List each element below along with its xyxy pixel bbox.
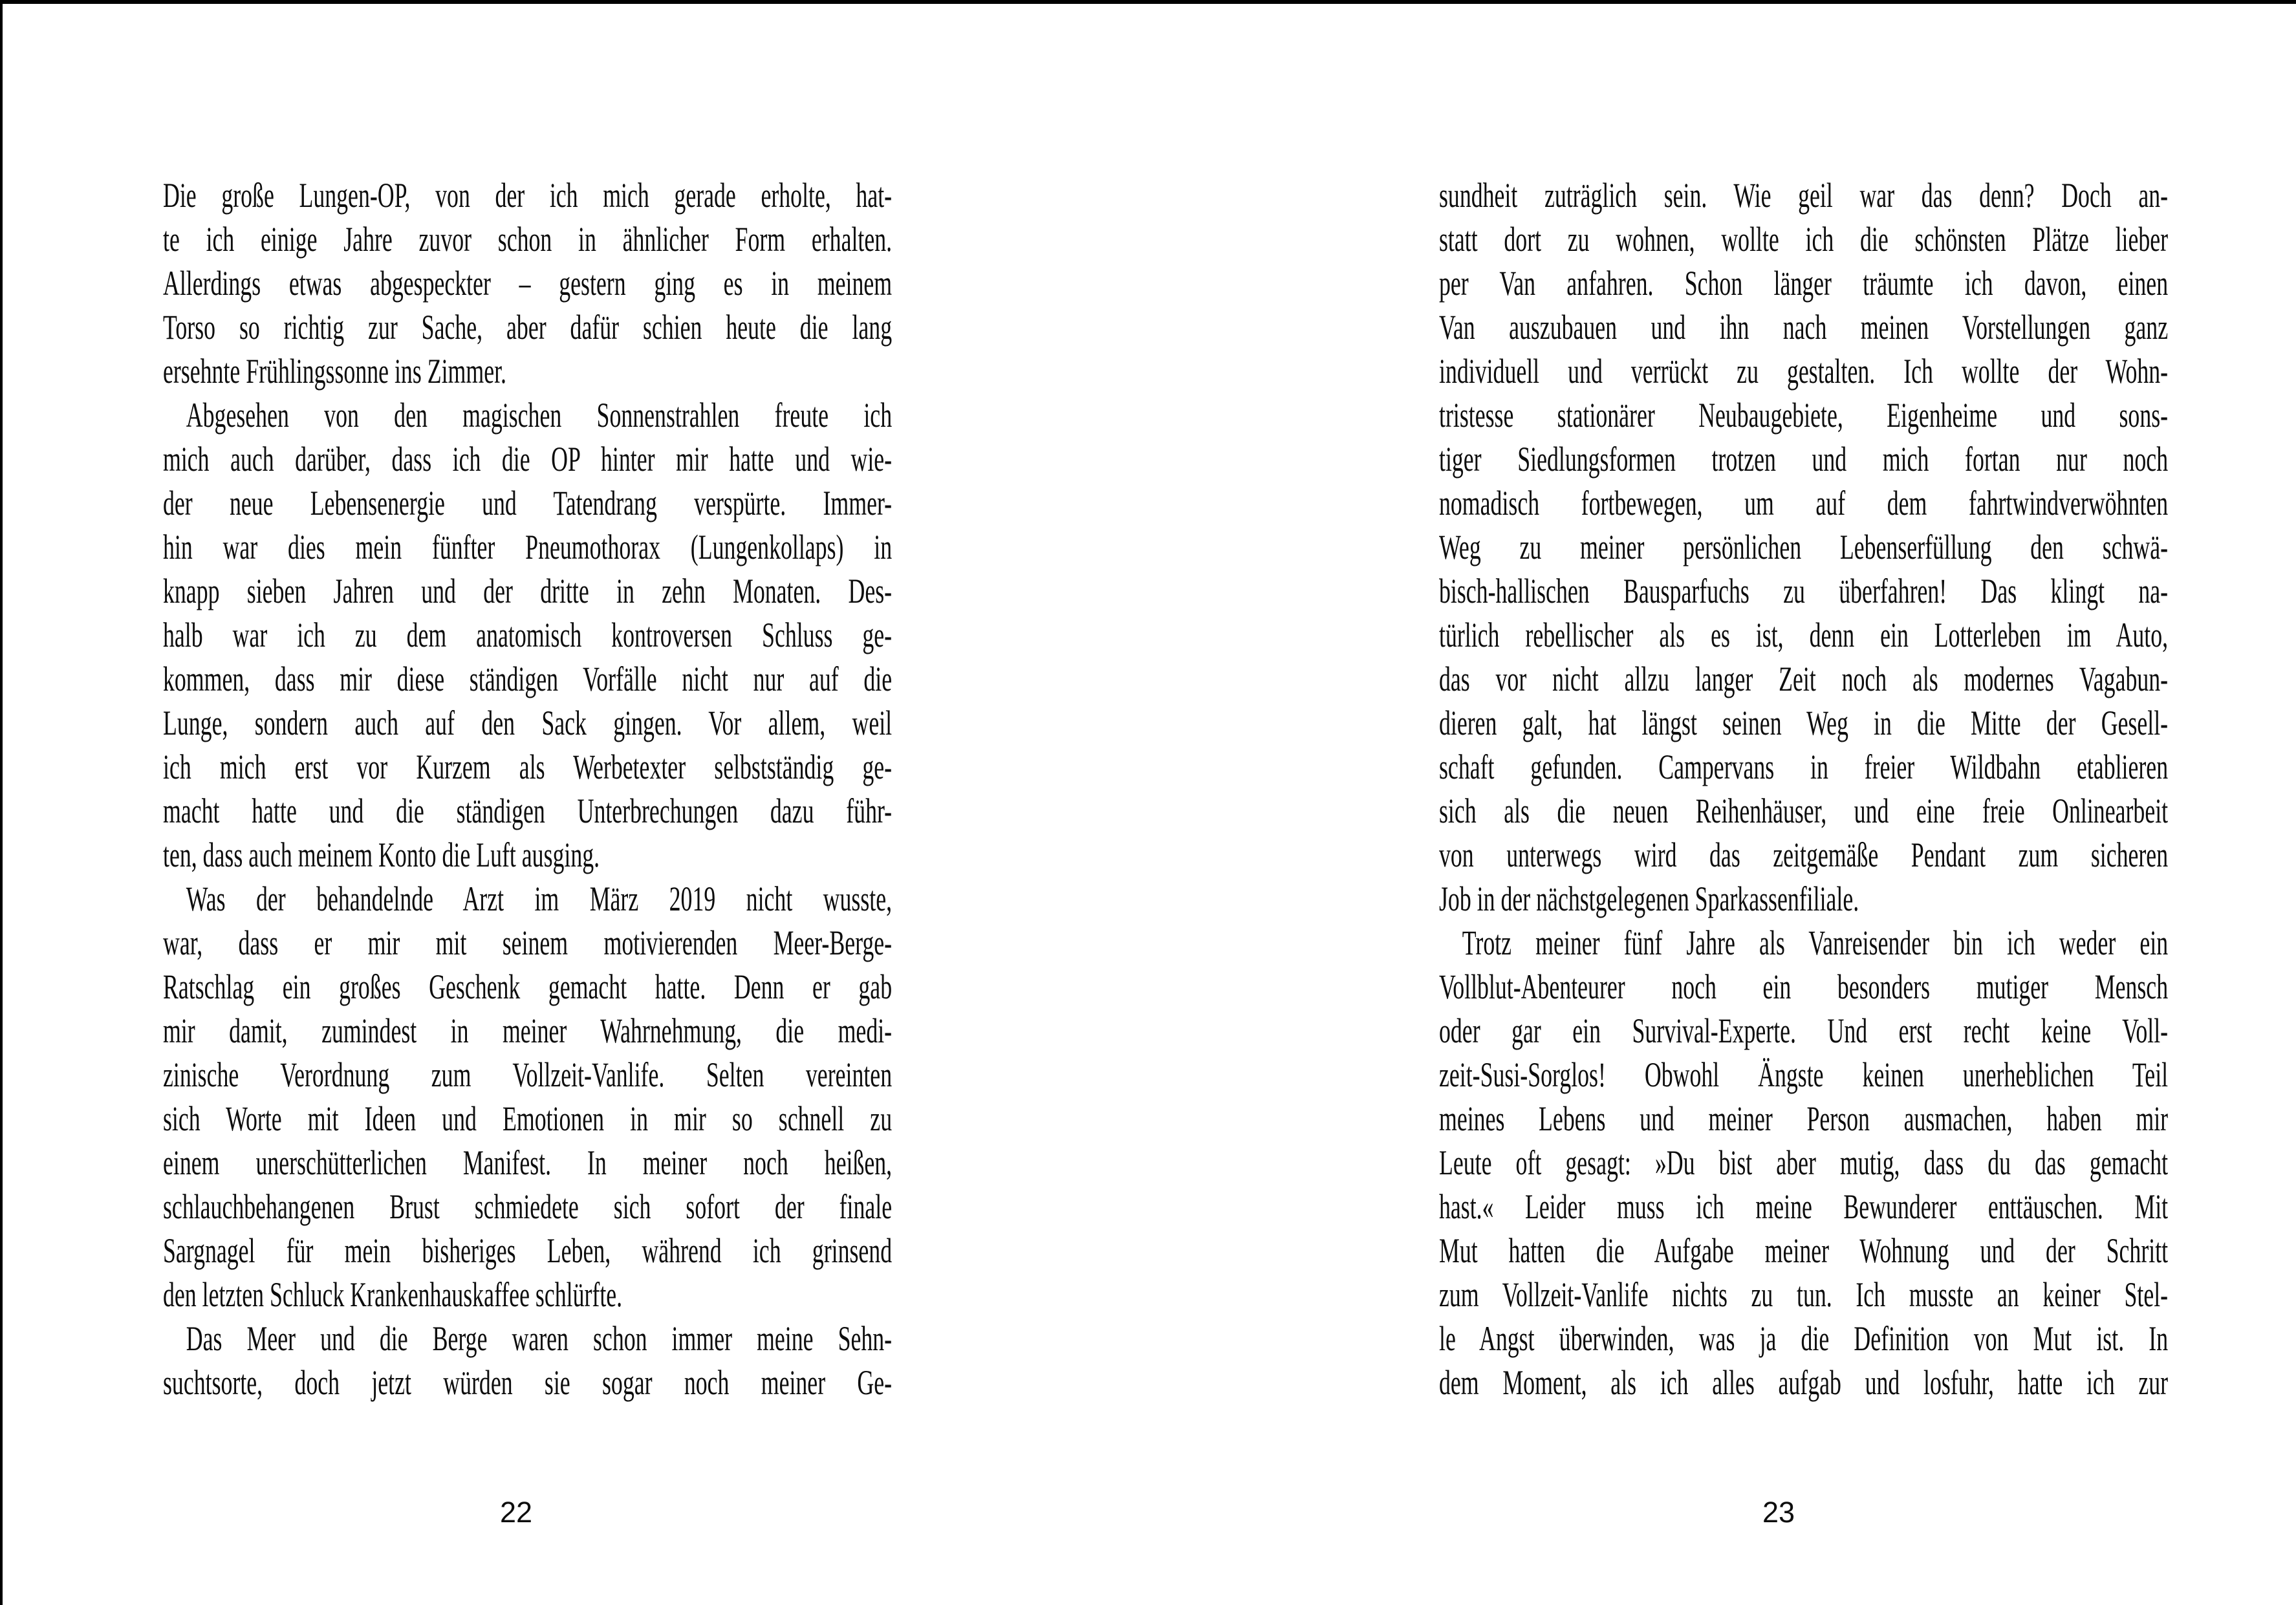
text-line: war, dass er mir mit seinem motivierenden Meer-Berge-: [163, 923, 893, 962]
text-line: ten, dass auch meinem Konto die Luft ausging.: [163, 835, 600, 874]
text-line: Sargnagel für mein bisheriges Leben, während ich grinsend: [163, 1231, 893, 1270]
text-line: der neue Lebensenergie und Tatendrang verspürte. Immer-: [163, 484, 893, 522]
text-line: dem Moment, als ich alles aufgab und losfuhr, hatte ich zur: [1439, 1363, 2169, 1402]
text-line: Trotz meiner fünf Jahre als Vanreisender bin ich weder ein: [1462, 923, 2169, 962]
text-line: sich als die neuen Reihenhäuser, und eine freie Onlinearbeit: [1439, 792, 2169, 830]
text-line: hin war dies mein fünfter Pneumothorax (Lungenkollaps) in: [163, 528, 893, 566]
text-line: türlich rebellischer als es ist, denn ein Lotterleben im Auto,: [1439, 616, 2169, 654]
text-line: oder gar ein Survival-Experte. Und erst recht keine Voll-: [1439, 1011, 2169, 1050]
text-line: das vor nicht allzu langer Zeit noch als modernes Vagabun-: [1439, 660, 2169, 698]
text-line: nomadisch fortbewegen, um auf dem fahrtwindverwöhnten: [1439, 484, 2169, 522]
text-line: Ratschlag ein großes Geschenk gemacht hatte. Denn er gab: [163, 967, 893, 1006]
text-line: le Angst überwinden, was ja die Definition von Mut ist. In: [1439, 1319, 2169, 1358]
scan-edge-top: [0, 0, 2296, 4]
text-line: meines Lebens und meiner Person ausmachen, haben mir: [1439, 1099, 2169, 1138]
text-line: ersehnte Frühlingssonne ins Zimmer.: [163, 352, 507, 391]
book-page-right-text: [1439, 173, 2168, 1405]
text-line: Lunge, sondern auch auf den Sack gingen. Vor allem, weil: [163, 704, 893, 742]
text-line: zeit-Susi-Sorglos! Obwohl Ängste keinen unerheblichen Teil: [1439, 1055, 2169, 1094]
scan-edge-left: [0, 0, 3, 1605]
text-line: zinische Verordnung zum Vollzeit-Vanlife. Selten vereinten: [163, 1055, 893, 1094]
book-page-left-text: [163, 173, 892, 1405]
text-line: kommen, dass mir diese ständigen Vorfälle nicht nur auf die: [163, 660, 893, 698]
text-line: per Van anfahren. Schon länger träumte ich davon, einen: [1439, 264, 2169, 303]
text-line: knapp sieben Jahren und der dritte in zehn Monaten. Des-: [163, 572, 893, 610]
text-line: schaft gefunden. Campervans in freier Wildbahn etablieren: [1439, 748, 2169, 786]
text-line: Das Meer und die Berge waren schon immer meine Sehn-: [186, 1319, 893, 1358]
text-line: mich auch darüber, dass ich die OP hinter mir hatte und wie-: [163, 440, 893, 479]
text-line: suchtsorte, doch jetzt würden sie sogar noch meiner Ge-: [163, 1363, 893, 1402]
text-line: Allerdings etwas abgespeckter – gestern ging es in meinem: [163, 264, 893, 303]
text-line: Abgesehen von den magischen Sonnenstrahlen freute ich: [186, 396, 893, 435]
page-number-right: 23: [1762, 1496, 1795, 1529]
text-line: schlauchbehangenen Brust schmiedete sich sofort der finale: [163, 1187, 893, 1226]
text-line: tiger Siedlungsformen trotzen und mich fortan nur noch: [1439, 440, 2169, 479]
text-line: Job in der nächstgelegenen Sparkassenfiliale.: [1439, 879, 1859, 918]
text-line: Mut hatten die Aufgabe meiner Wohnung und der Schritt: [1439, 1231, 2169, 1270]
text-line: mir damit, zumindest in meiner Wahrnehmung, die medi-: [163, 1011, 893, 1050]
text-line: Weg zu meiner persönlichen Lebenserfüllung den schwä-: [1439, 528, 2169, 566]
text-line: te ich einige Jahre zuvor schon in ähnlicher Form erhalten.: [163, 220, 893, 259]
text-line: dieren galt, hat längst seinen Weg in die Mitte der Gesell-: [1439, 704, 2169, 742]
text-line: sundheit zuträglich sein. Wie geil war das denn? Doch an-: [1439, 176, 2169, 215]
text-line: den letzten Schluck Krankenhauskaffee schlürfte.: [163, 1275, 623, 1314]
text-line: halb war ich zu dem anatomisch kontroversen Schluss ge-: [163, 616, 893, 654]
text-line: Van auszubauen und ihn nach meinen Vorstellungen ganz: [1439, 308, 2169, 347]
text-line: ich mich erst vor Kurzem als Werbetexter selbstständig ge-: [163, 748, 893, 786]
text-line: bisch-hallischen Bausparfuchs zu überfahren! Das klingt na-: [1439, 572, 2169, 610]
text-line: einem unerschütterlichen Manifest. In meiner noch heißen,: [163, 1143, 893, 1182]
text-line: von unterwegs wird das zeitgemäße Pendant zum sicheren: [1439, 835, 2169, 874]
text-line: statt dort zu wohnen, wollte ich die schönsten Plätze lieber: [1439, 220, 2169, 259]
page-number-left: 22: [499, 1496, 533, 1529]
text-line: sich Worte mit Ideen und Emotionen in mir so schnell zu: [163, 1099, 893, 1138]
text-line: Leute oft gesagt: »Du bist aber mutig, dass du das gemacht: [1439, 1143, 2169, 1182]
text-line: Torso so richtig zur Sache, aber dafür schien heute die lang: [163, 308, 893, 347]
text-line: macht hatte und die ständigen Unterbrechungen dazu führ-: [163, 792, 893, 830]
text-line: tristesse stationärer Neubaugebiete, Eigenheime und sons-: [1439, 396, 2169, 435]
text-line: Die große Lungen-OP, von der ich mich gerade erholte, hat-: [163, 176, 893, 215]
text-line: individuell und verrückt zu gestalten. Ich wollte der Wohn-: [1439, 352, 2169, 391]
text-line: zum Vollzeit-Vanlife nichts zu tun. Ich musste an keiner Stel-: [1439, 1275, 2169, 1314]
text-line: hast.« Leider muss ich meine Bewunderer enttäuschen. Mit: [1439, 1187, 2169, 1226]
text-line: Vollblut-Abenteurer noch ein besonders mutiger Mensch: [1439, 967, 2169, 1006]
text-line: Was der behandelnde Arzt im März 2019 nicht wusste,: [186, 879, 893, 918]
